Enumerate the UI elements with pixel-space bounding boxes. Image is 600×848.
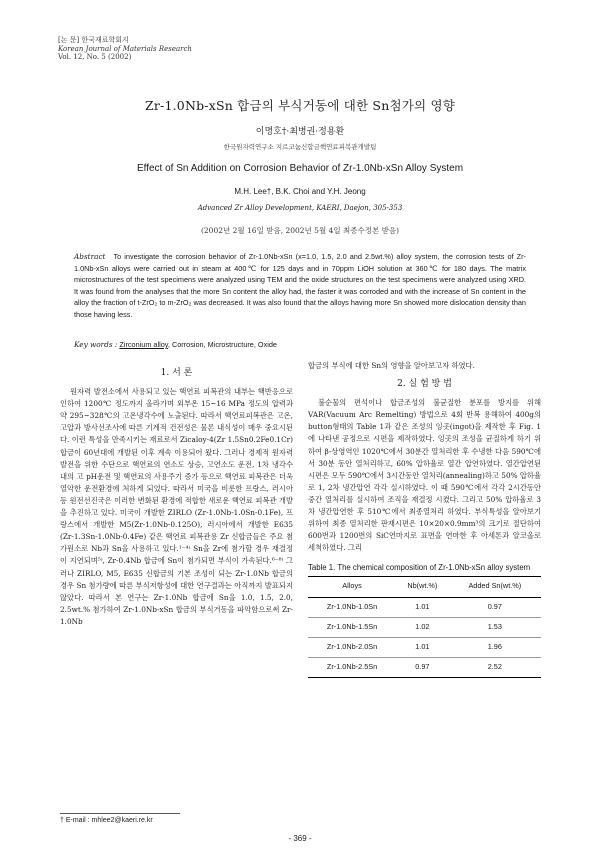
section-2-heading: 2. 실 험 방 법 <box>397 379 452 390</box>
table-row <box>308 637 541 657</box>
table-cell: Zr-1.0Nb-2.0Sn <box>308 637 396 657</box>
table-cell: 0.97 <box>396 657 449 677</box>
table-caption: Table 1. The chemical composition of Zr-1.0Nb-xSn alloy system <box>308 563 531 573</box>
footnote-divider <box>60 813 180 814</box>
table-header-cell: Added Sn(wt.%) <box>449 577 541 597</box>
section-2-paragraph: 불순물의 편석이나 합금조성의 불균질한 분포를 방지를 위해 VAR(Vacuum Arc Remelting) 방법으로 4회 반복 용해하여 400g의 button형태의 Table 1과 같은 조성의 잉곳(ingot)을 제작한 후 Fig. 1에 나타낸 공정으로 시편을 제작하였다. 잉곳의 조성을 균질하게 하기 위하여 β-상영역인 1020℃에서 30분간 열처리한 후 수냉한 다음 590℃에서 30분 동안 열처리하고, 60% 압하율로 열간 압연하였다. 열간압연된 시편은 모두 590℃에서 3시간동안 열처리(annealing)하고 50% 압하율로 1, 2차 냉간압연 각각 실시하였다. 이 때 590℃에서 각각 2시간동안 중간 열처리를 실시하여 조직을 재결정 시켰다. 그리고 50% 압하율로 3차 냉간압연한 후 510℃에서 최종열처리 하였다. 부식특성을 알아보기 위하여 최종 열처리한 판재시편은 10×20×0.9mm³의 크기로 절단하여 600번과 1200번의 SiC연마지로 표면을 연마한 후 아세톤과 알코올로 세척하였다. 그리 <box>308 398 541 553</box>
abstract-label: Abstract <box>74 252 106 261</box>
affiliation-english: Advanced Zr Alloy Development, KAERI, Daejon, 305-353 <box>197 204 403 212</box>
table-cell: 1.01 <box>396 597 449 617</box>
affiliation-korean: 한국원자력연구소 지르코늄신합금핵연료피복관개발팀 <box>223 143 377 151</box>
journal-line-1: [논 문] 한국재료학회지 <box>58 36 129 44</box>
title-english: Effect of Sn Addition on Corrosion Behavior of Zr-1.0Nb-xSn Alloy System <box>136 163 464 174</box>
keyword-first: Zirconium alloy <box>119 340 168 349</box>
table-cell: 1.96 <box>449 637 541 657</box>
table-cell: Zr-1.0Nb-1.5Sn <box>308 617 396 637</box>
page-number: - 369 - <box>288 834 312 843</box>
table-cell: Zr-1.0Nb-2.5Sn <box>308 657 396 677</box>
left-column <box>60 367 293 628</box>
table-cell: 1.53 <box>449 617 541 637</box>
table-header-cell: Nb(wt.%) <box>396 577 449 597</box>
table-cell: Zr-1.0Nb-1.0Sn <box>308 597 396 617</box>
journal-header <box>58 36 192 62</box>
keywords <box>74 340 277 349</box>
title-korean: Zr-1.0Nb-xSn 합금의 부식거동에 대한 Sn첨가의 영향 <box>145 98 455 113</box>
composition-table <box>308 576 541 677</box>
keywords-rest: , Corrosion, Microstructure, Oxide <box>167 340 277 349</box>
table-header-cell: Alloys <box>308 577 396 597</box>
section-1-paragraph: 원자력 발전소에서 사용되고 있는 핵연료 피복관의 내부는 핵반응으로 인하여 1200℃ 정도까지 올라가며 외부온 15~16 MPa 정도의 압력과 약 295~328℃의 고온냉각수에 노출된다. 따라서 핵연료피복관은 고온, 고압과 방사선조사에 따른 기계적 건전성은 물론 내식성이 매우 중요시된다. 이런 특성을 만족시키는 재료로서 Zicaloy-4(Zr 1.5Sn0.2Fe0.1Cr) 합금이 60년대에 개발된 이후 계속 이용되어 왔다. 그러나 경제적 원자력 발전을 위한 수단으로 핵연료의 연소도 상승, 고연소도 운전, 1차 냉각수내의 고 pH운전 및 핵연료의 사용주기 증가 등으로 핵연료 피복관은 더욱 열악한 운전환경에 처하게 되었다. 따라서 미국을 비롯한 프랑스, 러시아 등 원전선진국은 이러한 변화된 환경에 적합한 새로운 핵연료 피복관 개발을 추진하고 있다. 미국이 개발한 ZIRLO (Zr-1.0Nb-1.0Sn-0.1Fe), 프랑스에서 개발한 M5(Zr-1.0Nb-0.125O), 러시아에서 개발한 E635 (Zr-1.3Sn-1.0Nb-0.4Fe) 같은 핵연료 피복관용 Zr 신합금들은 주요 첨가원소로 Nb과 Sn을 사용하고 있다.¹⁻⁴⁾ Sn을 Zr에 첨가할 경우 재결정이 지연되며⁵⁾, Zr-0.4Nb 합금에 Sn이 첨가되면 부식이 가속된다.⁶⁻⁸⁾ 그러나 ZIRLO, M5, E635 신합금의 기본 조성이 되는 Zr-1.0Nb 합금의 경우 Sn 첨가량에 따른 부식저항성에 대한 연구결과는 아직까지 발표되지 않았다. 따라서 본 연구는 Zr-1.0Nb 합금에 Sn을 1.0, 1.5, 2.0, 2.5wt.% 첨가하여 Zr-1.0Nb-xSn 합금의 부식거동을 파악함으로써 Zr-1.0Nb <box>60 387 293 626</box>
table-header-row <box>308 577 541 597</box>
table-row <box>308 597 541 617</box>
section-1-heading: 1. 서 론 <box>160 368 193 378</box>
footnote-email: † E-mail : mhlee2@kaeri.re.kr <box>60 817 153 824</box>
abstract-text: To investigate the corrosion behavior of Zr-1.0Nb-xSn (x=1.0, 1.5, 2.0 and 2.5wt.%) alloy system, the corrosion tests of Zr-1.0Nb-xSn alloys were carried out in steam at 400℃ for 125 days and in 70ppm LiOH solution at 360℃ for 180 days. The matrix microstructures of the test specimens were analyzed using TEM and the oxide structures on the test specimens were analyzed using XRD. It was found from the analyses that the more Sn content the alloy had, the faster it was corroded and with the increase of Sn content in the alloy the fraction of t-ZrO₂ to m-ZrO₂ was decreased. It was also found that the alloys having more Sn showed more dislocation density than those having less. <box>74 252 526 319</box>
authors-english: M.H. Lee†, B.K. Choi and Y.H. Jeong <box>234 187 366 196</box>
authors-korean: 이명호†·최병권·정용환 <box>255 127 345 137</box>
table-row <box>308 617 541 637</box>
table-cell: 2.52 <box>449 657 541 677</box>
table-cell: 1.02 <box>396 617 449 637</box>
intro-continuation: 합금의 부식에 대한 Sn의 영향을 알아보고자 하였다. <box>308 361 475 370</box>
table-cell: 1.01 <box>396 637 449 657</box>
abstract <box>74 251 526 320</box>
received-dates: (2002년 2월 16일 받음, 2002년 5월 4일 최종수정본 받음) <box>200 226 399 235</box>
journal-line-3: Vol. 12, No. 5 (2002) <box>58 53 132 61</box>
table-cell: 0.97 <box>449 597 541 617</box>
table-row <box>308 657 541 677</box>
keywords-label: Key words : <box>74 340 118 349</box>
journal-line-2: Korean Journal of Materials Research <box>58 44 192 53</box>
right-column <box>308 360 541 678</box>
